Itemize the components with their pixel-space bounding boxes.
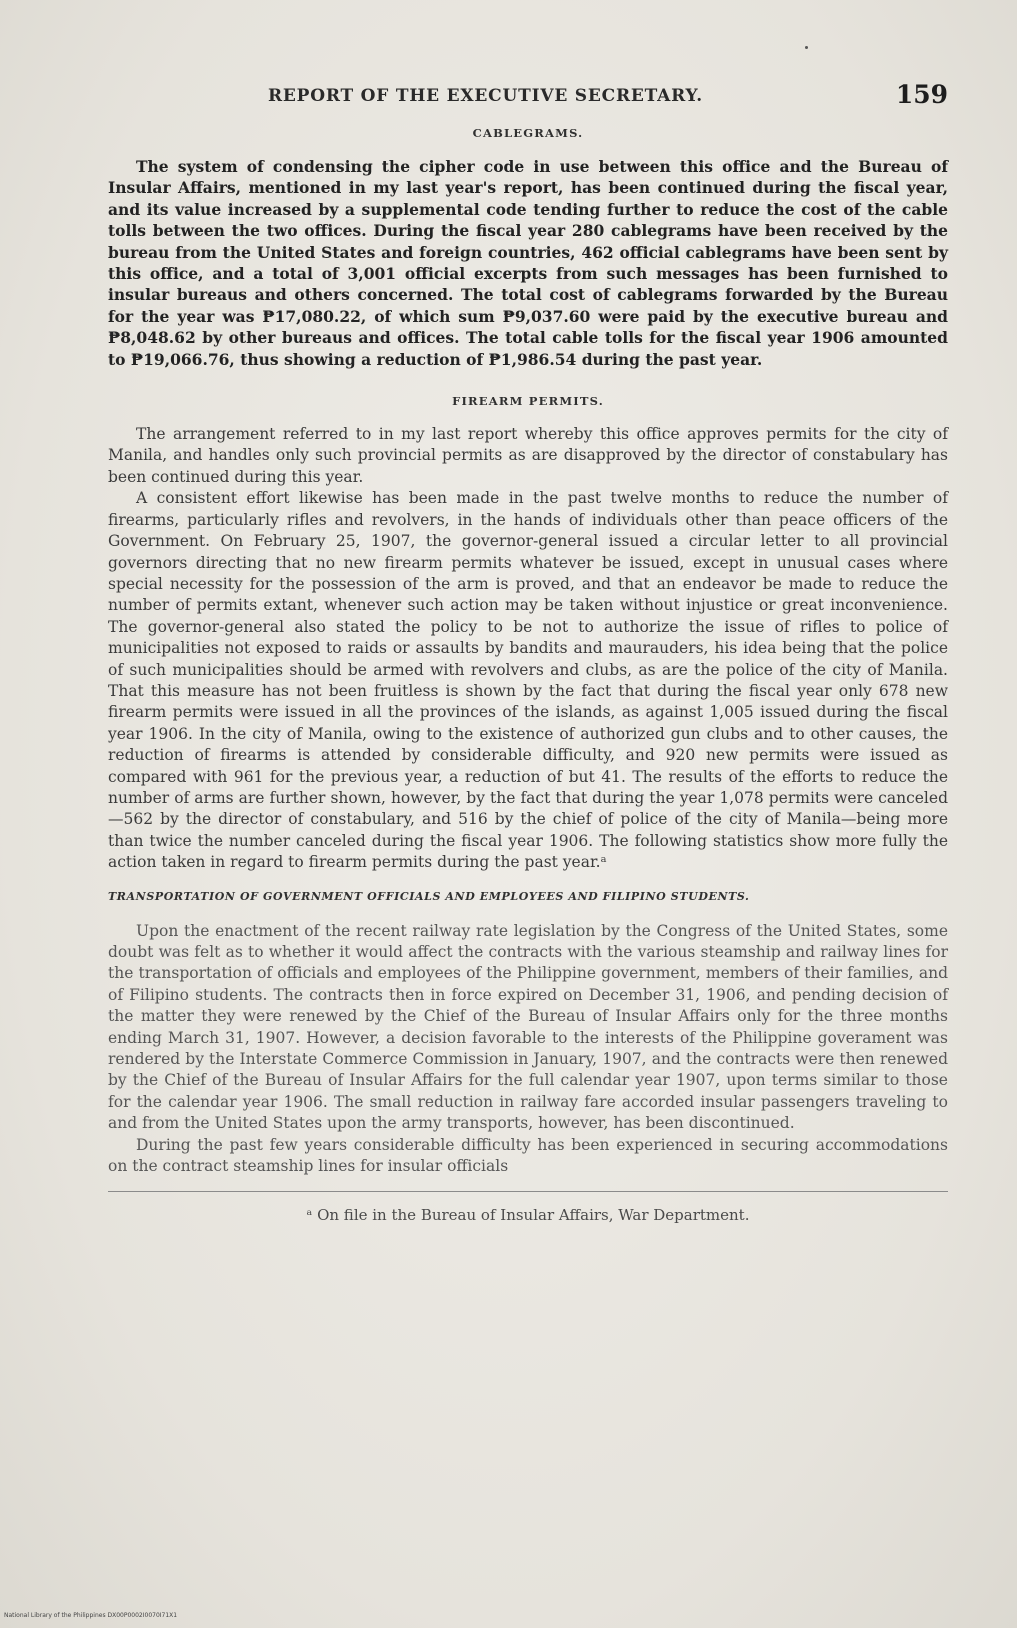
transportation-paragraph-1: Upon the enactment of the recent railway rate legislation by the Congress of the United States, some doubt was felt as to whether it would affect the contracts with the various steamship and railway lines for the transportation of officials and employees of the Philippine government, members of their families, and of Filipino students. The contracts then in force expired on December 31, 1906, and pending decision of the matter they were renewed by the Chief of the Bureau of Insular Affairs only for the three months ending March 31, 1907. However, a decision favorable to the interests of the Philippine goverament was rendered by the Interstate Commerce Commission in January, 1907, and the contracts were then renewed by the Chief of the Bureau of Insular Affairs for the full calendar year 1907, upon terms similar to those for the calendar year 1906. The small reduction in railway fare accorded insular passengers traveling to and from the United States upon the army transports, however, has been discontinued. [108,921,948,1133]
firearm-permits-heading: FIREARM PERMITS. [452,394,604,409]
page-number: 159 [895,80,948,109]
transportation-paragraph-2: During the past few years considerable difficulty has been experienced in securing accommodations on the contract steamship lines for insular officials [108,1135,948,1176]
running-head: REPORT OF THE EXECUTIVE SECRETARY. [268,86,704,106]
cablegrams-paragraph: The system of condensing the cipher code in use between this office and the Bureau of Insular Affairs, mentioned in my last year's report, has been continued during the fiscal year, and its value increased by a supplemental code tending further to reduce the cost of the cable tolls between the two offices. During the fiscal year 280 cablegrams have been received by the bureau from the United States and foreign countries, 462 official cablegrams have been sent by this office, and a total of 3,001 official excerpts from such messages has been furnished to insular bureaus and others concerned. The total cost of cablegrams forwarded by the Bureau for the year was ₱17,080.22, of which sum ₱9,037.60 were paid by the executive bureau and ₱8,048.62 by other bureaus and offices. The total cable tolls for the fiscal year 1906 amounted to ₱19,066.76, thus showing a reduction of ₱1,986.54 during the past year. [108,157,948,369]
footnote: ᵃ On file in the Bureau of Insular Affairs, War Department. [306,1206,750,1225]
firearm-permits-paragraph-2: A consistent effort likewise has been made in the past twelve months to reduce the number of firearms, particularly rifles and revolvers, in the hands of individuals other than peace officers of the Government. On February 25, 1907, the governor-general issued a circular letter to all provincial governors directing that no new firearm permits whatever be issued, except in unusual cases where special necessity for the possession of the arm is proved, and that an endeavor be made to reduce the number of permits extant, whenever such action may be taken without injustice or great inconvenience. The governor-general also stated the policy to be not to authorize the issue of rifles to police of municipalities not exposed to raids or assaults by bandits and maurauders, his idea being that the police of such municipalities should be armed with revolvers and clubs, as are the police of the city of Manila. That this measure has not been fruitless is shown by the fact that during the fiscal year only 678 new firearm permits were issued in all the provinces of the islands, as against 1,005 issued during the fiscal year 1906. In the city of Manila, owing to the existence of authorized gun clubs and to other causes, the reduction of firearms is attended by considerable difficulty, and 920 new permits were issued as compared with 961 for the previous year, a reduction of but 41. The results of the efforts to reduce the number of arms are further shown, however, by the fact that during the year 1,078 permits were canceled—562 by the director of constabulary, and 516 by the chief of police of the city of Manila—being more than twice the number canceled during the fiscal year 1906. The following statistics show more fully the action taken in regard to firearm permits during the past year.ᵃ [108,489,948,872]
scan-speck [805,46,808,49]
page-header [108,76,948,116]
transportation-heading: TRANSPORTATION OF GOVERNMENT OFFICIALS AND EMPLOYEES AND FILIPINO STUDENTS. [108,889,750,903]
cablegrams-heading: CABLEGRAMS. [472,126,584,140]
footnote-rule [108,1191,948,1192]
library-credit: National Library of the Philippines DX00P0002I0070I71X1 [4,1612,178,1619]
page-content [108,76,948,1224]
firearm-permits-paragraph-1: The arrangement referred to in my last report whereby this office approves permits for the city of Manila, and handles only such provincial permits as are disapproved by the director of constabulary has been continued during this year. [108,425,948,486]
